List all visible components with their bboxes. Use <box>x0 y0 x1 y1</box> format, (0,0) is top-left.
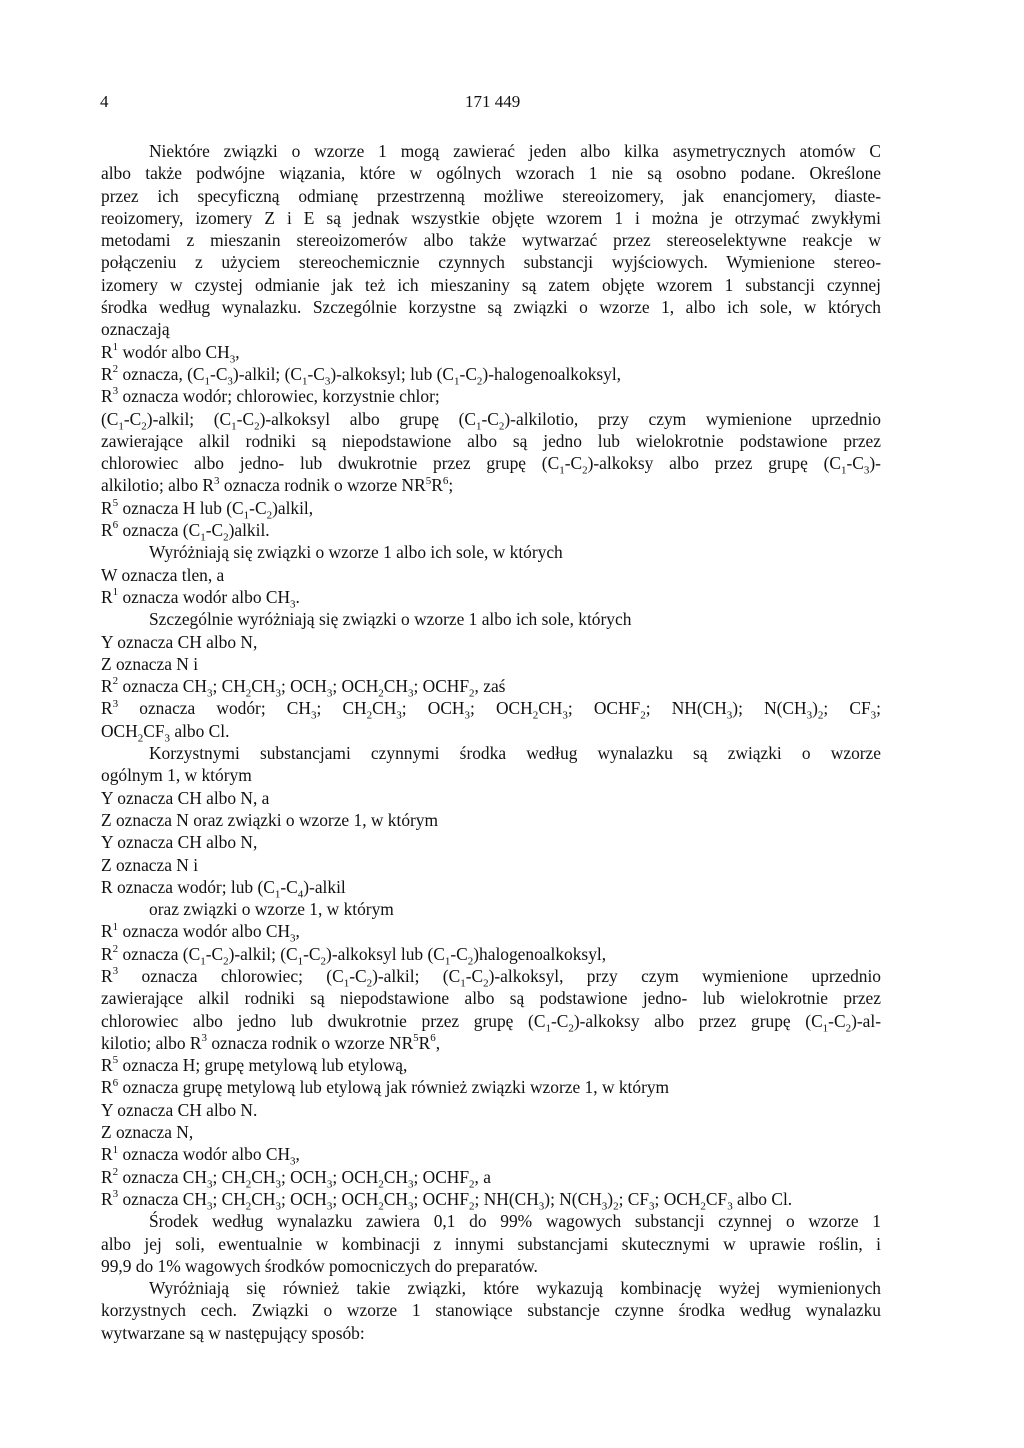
text-line: Y oznacza CH albo N, a <box>101 787 270 808</box>
text-line: 99,9 do 1% wagowych środków pomocniczych do preparatów. <box>101 1255 538 1276</box>
text-line: zawierające alkil rodniki są niepodstawione albo są podstawione jedno- lub wielokrotnie przez <box>101 988 881 1009</box>
text-line: Szczególnie wyróżniają się związki o wzorze 1 albo ich sole, których <box>149 609 632 630</box>
text-line: izomery w czystej odmianie jak też ich mieszaniny są zatem objęte wzorem 1 substancji czynnej <box>101 274 881 295</box>
text-line: kilotio; albo $R^3$ oznacza rodnik o wzorze $NR^5R^6$, <box>101 1032 441 1053</box>
text-line: Z oznacza N i <box>101 854 199 875</box>
text-line: Z oznacza N, <box>101 1122 194 1143</box>
text-line: środka według wynalazku. Szczególnie korzystne są związki o wzorze 1, albo ich sole, w których <box>101 297 881 318</box>
text-line: oznaczają <box>101 319 170 340</box>
document-number: 171 449 <box>465 92 521 111</box>
text-line: chlorowiec albo jedno lub dwukrotnie przez grupę $(C_1-C_2)$-alkoksy albo przez grupę $(C_1-C_2)-al-$ <box>101 1010 881 1035</box>
text-line: reoizomery, izomery Z i E są jednak wszystkie objęte wzorem 1 i można je otrzymać zwykłymi <box>101 207 881 228</box>
text-line: $R^5$ oznacza H lub $(C_1-C_2)alkil$, <box>101 496 314 522</box>
text-line: ogólnym 1, w którym <box>101 765 252 786</box>
text-line: $(C_1-C_2)$-alkil; $(C_1-C_2)$-alkoksyl albo grupę $(C_1-C_2)$-alkilotio, przy czym wymienione uprzednio <box>101 408 882 433</box>
text-line: połączeniu z użyciem stereochemicznie czynnych substancji wyjściowych. Wymienione stereo- <box>101 252 881 273</box>
text-line: $R^6$ oznacza $(C_1-C_2)alkil$. <box>101 519 270 544</box>
text-line: albo jej soli, ewentualnie w kombinacji z innymi substancjami skutecznymi w uprawie roślin, i <box>101 1233 881 1254</box>
text-line: $R^3$ oznacza wodór; $CH_3$; $CH_2CH_3$; $OCH_3$; $OCH_2CH_3$; $OCHF_2$; $NH(CH_3)$; $N(CH_3)_2$; $CF_3$; <box>101 697 881 722</box>
text-line: $R^2$ oznacza, $(C_1-C_3)$-alkil; $(C_1-C_3)$-alkoksyl; lub $(C_1-C_2)$-halogenoalkoksyl, <box>101 363 622 388</box>
text-line: Niektóre związki o wzorze 1 mogą zawierać jeden albo kilka asymetrycznych atomów C <box>149 141 881 161</box>
text-line: metodami z mieszanin stereoizomerów albo także wytwarzać przez stereoselektywne reakcje w <box>101 230 881 251</box>
text-line: albo także podwójne wiązania, które w ogólnych wzorach 1 nie są osobno podane. Określone <box>101 163 881 184</box>
text-line: przez ich specyficzną odmianę przestrzenną możliwe stereoizomery, jak enancjomery, diaste- <box>101 185 881 206</box>
text-line: Wyróżniają się również takie związki, które wykazują kombinację wyżej wymienionych <box>149 1278 881 1299</box>
text-line: Z oznacza N oraz związki o wzorze 1, w którym <box>101 809 439 830</box>
text-line: Środek według wynalazku zawiera 0,1 do 99% wagowych substancji czynnej o wzorze 1 <box>149 1211 881 1232</box>
text-line: Wyróżniają się związki o wzorze 1 albo ich sole, w których <box>149 542 563 563</box>
text-line: $R^2$ oznacza $CH_3$; $CH_2CH_3$; $OCH_3$; $OCH_2CH_3$; $OCHF_2$, a <box>101 1165 491 1191</box>
text-line: wytwarzane są w następujący sposób: <box>101 1322 365 1343</box>
text-line: Z oznacza N i <box>101 653 199 674</box>
text-line: $R^1$ oznacza wodór albo $CH_3$, <box>101 1143 300 1168</box>
text-line: korzystnych cech. Związki o wzorze 1 stanowiące substancje czynne środka według wynalazku <box>101 1300 881 1321</box>
text-line: Y oznacza CH albo N, <box>101 832 258 853</box>
text-line: alkilotio; albo $R^3$ oznacza rodnik o wzorze $NR^5R^6$; <box>101 474 454 496</box>
page-header <box>100 92 880 116</box>
text-line: $R^3$ oznacza chlorowiec; $(C_1-C_2)$-alkil; $(C_1-C_2)$-alkoksyl, przy czym wymienione uprzednio <box>101 965 881 990</box>
text-line: $R^3$ oznacza wodór; chlorowiec, korzystnie chlor; <box>101 385 440 407</box>
text-line: chlorowiec albo jedno- lub dwukrotnie przez grupę $(C_1-C_2)$-alkoksy albo przez grupę $(C_1-C_3)-$ <box>101 453 881 477</box>
text-line: W oznacza tlen, a <box>101 564 225 585</box>
text-line: R oznacza wodór; lub $(C_1-C_4)$-alkil <box>101 876 346 901</box>
text-line: Korzystnymi substancjami czynnymi środka według wynalazku są związki o wzorze <box>149 743 881 764</box>
text-line: zawierające alkil rodniki są niepodstawione albo są jedno lub wielokrotnie podstawione przez <box>101 430 881 451</box>
page-number: 4 <box>100 92 109 111</box>
text-line: oraz związki o wzorze 1, w którym <box>149 899 394 920</box>
text-line: $R^2$ oznacza $CH_3$; $CH_2CH_3$; $OCH_3$; $OCH_2CH_3$; $OCHF_2$, zaś <box>101 675 506 700</box>
text-line: $R^1$ wodór albo $CH_3$, <box>101 340 240 366</box>
text-line: $R^3$ oznacza $CH_3$; $CH_2CH_3$; $OCH_3$; $OCH_2CH_3$; $OCHF_2$; $NH(CH_3)$; $N(CH_3)_2$; $CF_3$; $OCH_2CF_3$ albo Cl. <box>101 1188 793 1213</box>
text-line: $R^5$ oznacza H; grupę metylową lub etylową, <box>101 1054 408 1076</box>
text-line: $R^1$ oznacza wodór albo $CH_3$, <box>101 920 300 945</box>
text-line: Y oznacza CH albo N, <box>101 631 258 652</box>
text-line: Y oznacza CH albo N. <box>101 1099 258 1120</box>
body-text <box>101 140 881 1344</box>
text-line: $R^6$ oznacza grupę metylową lub etylową jak również związki wzorze 1, w którym <box>101 1076 670 1098</box>
text-line: $R^2$ oznacza $(C_1-C_2)$-alkil; $(C_1-C_2)$-alkoksyl lub $(C_1-C_2)halogenoalkoksyl$, <box>101 942 607 968</box>
text-line: $R^1$ oznacza wodór albo $CH_3$. <box>101 586 300 611</box>
text-line: $OCH_2CF_3$ albo Cl. <box>101 720 230 745</box>
